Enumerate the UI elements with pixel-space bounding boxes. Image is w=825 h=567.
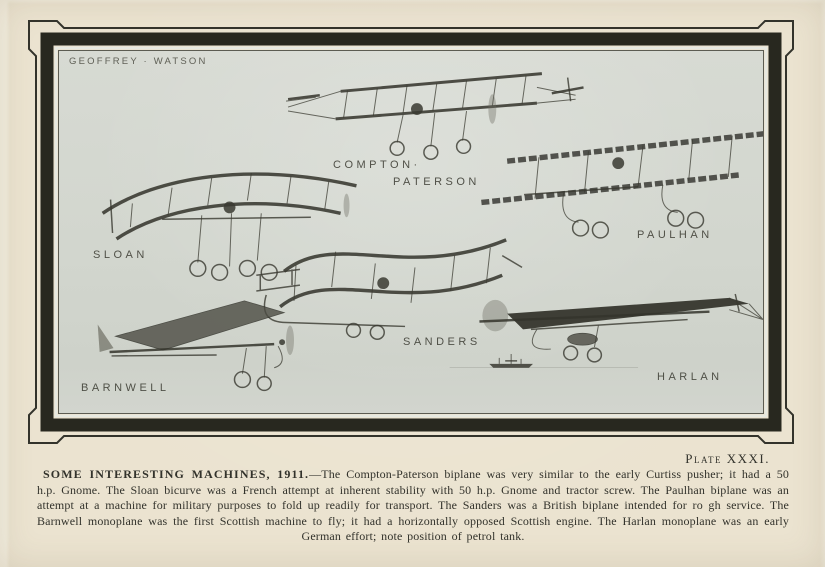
label-compton-line2: PATERSON: [393, 176, 480, 188]
paulhan-illustration: [481, 134, 763, 238]
label-barnwell: BARNWELL: [81, 382, 170, 394]
plate-number: Plate XXXI.: [685, 451, 770, 466]
label-sanders: SANDERS: [403, 336, 481, 348]
sloan-illustration: [103, 173, 357, 280]
caption-body: —The Compton-Paterson biplane was very similar to the early Curtiss pusher; it had a 50 h.p. Gnome. The Sloan bicurve was a French attempt at inherent stability with 50 h.p. Gnome and tractor screw. The Paulhan biplane was an attempt at a machine for military purposes to fold up readily for transport. The Sanders was a British biplane intended for ro gh service. The Barnwell monoplane was the first Scottish machine to fly; it had a horizontally opposed Scottish engine. The Harlan monoplane was an early German effort; note position of petrol tank.: [37, 467, 789, 543]
harlan-illustration: [479, 294, 763, 362]
sanders-illustration: [256, 240, 522, 339]
plate-photograph: [59, 51, 763, 413]
label-sloan: SLOAN: [93, 249, 148, 261]
label-harlan: HARLAN: [657, 371, 723, 383]
barnwell-illustration: [98, 301, 294, 391]
caption-title: SOME INTERESTING MACHINES, 1911.: [43, 467, 310, 481]
artist-signature: GEOFFREY · WATSON: [69, 56, 208, 67]
plate-xxxi: [27, 19, 795, 445]
label-paulhan: PAULHAN: [637, 229, 713, 241]
ship-illustration: [450, 354, 638, 368]
compton-paterson-illustration: [286, 74, 583, 160]
caption-paragraph: [37, 467, 789, 545]
label-compton-line1: COMPTON·: [333, 159, 421, 171]
